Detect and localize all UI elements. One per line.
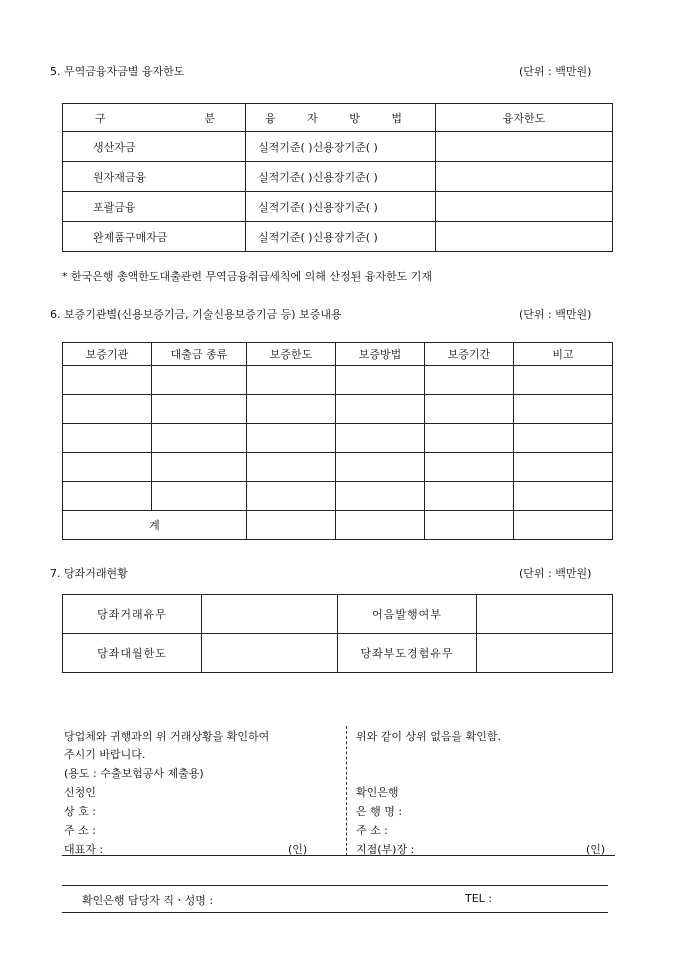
header-guarantee-method: 보증방법 bbox=[336, 343, 425, 366]
bank-staff-label: 확인은행 담당자 직ㆍ성명 : bbox=[82, 894, 214, 907]
row-limit bbox=[436, 222, 613, 252]
table-row bbox=[63, 132, 613, 162]
confirm-text: 위와 같이 상위 없음을 확인함. bbox=[356, 730, 501, 743]
row-label: 포괄금융 bbox=[63, 192, 246, 222]
table-row bbox=[63, 162, 613, 192]
bank-name-label: 은 행 명 : bbox=[356, 805, 403, 818]
row-method: 실적기준( )신용장기준( ) bbox=[246, 162, 436, 192]
total-label: 계 bbox=[63, 511, 247, 540]
section5-title: 5. 무역금융자금별 융자한도 bbox=[50, 65, 185, 78]
representative-label: 대표자 : bbox=[64, 843, 104, 856]
row-method: 실적기준( )신용장기준( ) bbox=[246, 192, 436, 222]
applicant-label: 신청인 bbox=[64, 786, 96, 799]
section7-unit: (단위 : 백만원) bbox=[519, 567, 592, 580]
request-text-2: 주시기 바랍니다. bbox=[64, 748, 146, 761]
row-method: 실적기준( )신용장기준( ) bbox=[246, 222, 436, 252]
loan-limit-table bbox=[62, 103, 613, 252]
row-limit bbox=[436, 132, 613, 162]
row-label: 원자재금융 bbox=[63, 162, 246, 192]
header-guarantee-limit: 보증한도 bbox=[247, 343, 336, 366]
row-limit bbox=[436, 162, 613, 192]
table-row bbox=[63, 366, 613, 395]
bank-seal: (인) bbox=[586, 843, 606, 856]
tel-label: TEL : bbox=[465, 892, 493, 905]
purpose-text: (용도 : 수출보험공사 제출용) bbox=[64, 767, 204, 780]
footer-bottom-line bbox=[62, 912, 608, 913]
signature-divider bbox=[346, 726, 347, 856]
header-loan-type: 대출금 종류 bbox=[152, 343, 247, 366]
footer-top-line bbox=[62, 885, 608, 886]
checking-account-table bbox=[62, 594, 613, 673]
section7-title: 7. 당좌거래현황 bbox=[50, 567, 128, 580]
guarantee-table bbox=[62, 342, 613, 540]
label-default-history: 당좌부도경험유무 bbox=[338, 634, 477, 673]
header-guarantee-period: 보증기간 bbox=[425, 343, 514, 366]
table-row bbox=[63, 453, 613, 482]
address-label: 주 소 : bbox=[64, 824, 96, 837]
signature-underline bbox=[62, 855, 615, 856]
bank-address-label: 주 소 : bbox=[356, 824, 388, 837]
confirming-bank-label: 확인은행 bbox=[356, 786, 399, 799]
table-row bbox=[63, 192, 613, 222]
table-row bbox=[63, 222, 613, 252]
request-text-1: 당업체와 귀행과의 위 거래상황을 확인하여 bbox=[64, 730, 270, 743]
header-method: 융 자 방 법 bbox=[246, 104, 436, 132]
section6-title: 6. 보증기관별(신용보증기금, 기술신용보증기금 등) 보증내용 bbox=[50, 308, 342, 321]
row-label: 생산자금 bbox=[63, 132, 246, 162]
section6-unit: (단위 : 백만원) bbox=[519, 308, 592, 321]
row-limit bbox=[436, 192, 613, 222]
label-bill-issuance: 어음발행여부 bbox=[338, 595, 477, 634]
branch-manager-label: 지점(부)장 : bbox=[356, 843, 415, 856]
section5-note: * 한국은행 총액한도대출관련 무역금융취급세칙에 의해 산정된 융자한도 기재 bbox=[62, 270, 433, 283]
row-method: 실적기준( )신용장기준( ) bbox=[246, 132, 436, 162]
table-row bbox=[63, 424, 613, 453]
row-label: 완제품구매자금 bbox=[63, 222, 246, 252]
section5-unit: (단위 : 백만원) bbox=[519, 65, 592, 78]
header-remarks: 비고 bbox=[514, 343, 613, 366]
table-row bbox=[63, 395, 613, 424]
table-row bbox=[63, 482, 613, 511]
applicant-seal: (인) bbox=[288, 843, 308, 856]
header-limit: 융자한도 bbox=[436, 104, 613, 132]
label-checking-account: 당좌거래유무 bbox=[63, 595, 202, 634]
total-row bbox=[63, 511, 613, 540]
company-name-label: 상 호 : bbox=[64, 805, 96, 818]
header-gubun: 구 분 bbox=[63, 104, 246, 132]
header-institution: 보증기관 bbox=[63, 343, 152, 366]
label-overdraft-limit: 당좌대월한도 bbox=[63, 634, 202, 673]
